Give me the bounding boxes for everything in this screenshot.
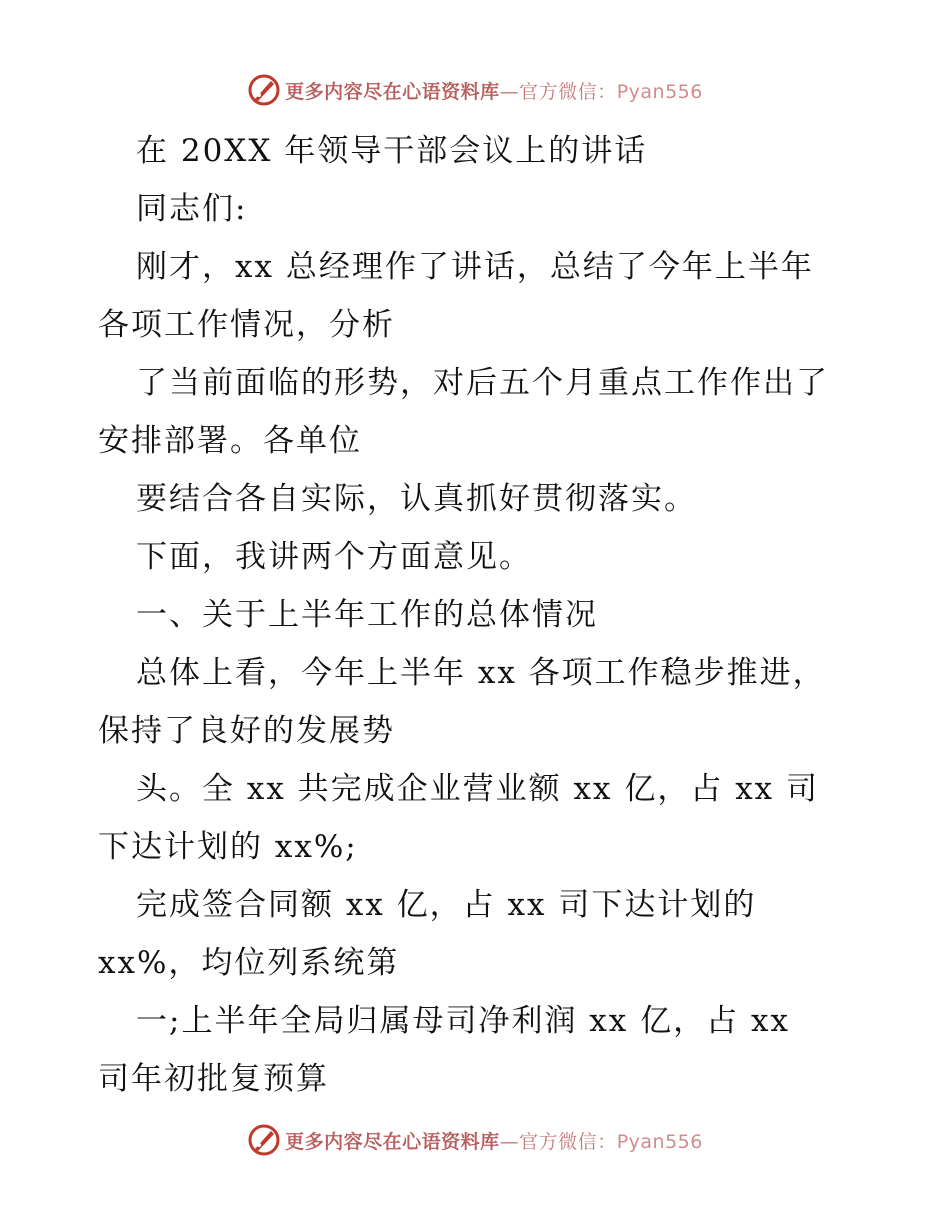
banner-handle-text: Pyan556 [616, 1130, 703, 1153]
banner-separator-text: —官方微信： [499, 1130, 617, 1153]
document-body [98, 122, 858, 1108]
paragraph-line: 下面，我讲两个方面意见。 [136, 539, 532, 575]
paragraph-line: 安排部署。各单位 [98, 423, 362, 459]
paragraph-line: 一;上半年全局归属母司净利润 xx 亿，占 xx [136, 1003, 790, 1039]
paragraph-line: 司年初批复预算 [98, 1061, 329, 1097]
paragraph-line: 头。全 xx 共完成企业营业额 xx 亿，占 xx 司 [136, 771, 820, 807]
quill-seal-icon [247, 1123, 281, 1157]
banner-text [285, 1127, 703, 1154]
paragraph-line: 一、关于上半年工作的总体情况 [136, 597, 598, 633]
paragraph-line: 了当前面临的形势，对后五个月重点工作作出了 [136, 365, 829, 401]
paragraph-line: 下达计划的 xx%; [98, 829, 358, 865]
paragraph-line: 刚才，xx 总经理作了讲话，总结了今年上半年 [136, 249, 814, 285]
paragraph-line: 各项工作情况，分析 [98, 307, 395, 343]
banner-main-text: 更多内容尽在心语资料库 [285, 80, 500, 103]
paragraph-line: 同志们: [136, 191, 248, 227]
paragraph-line: 在 20XX 年领导干部会议上的讲话 [136, 133, 648, 169]
paragraph-line: 要结合各自实际，认真抓好贯彻落实。 [136, 481, 697, 517]
paragraph-line: 保持了良好的发展势 [98, 713, 395, 749]
paragraph-line: 总体上看，今年上半年 xx 各项工作稳步推进， [136, 655, 826, 691]
banner-main-text: 更多内容尽在心语资料库 [285, 1130, 500, 1153]
banner-text [285, 77, 703, 104]
paragraph-line: xx%，均位列系统第 [98, 945, 400, 981]
banner-handle-text: Pyan556 [616, 80, 703, 103]
paragraph-line: 完成签合同额 xx 亿，占 xx 司下达计划的 [136, 887, 757, 923]
footer-banner [0, 1120, 950, 1160]
banner-separator-text: —官方微信： [499, 80, 617, 103]
header-banner [0, 70, 950, 110]
quill-seal-icon [247, 73, 281, 107]
